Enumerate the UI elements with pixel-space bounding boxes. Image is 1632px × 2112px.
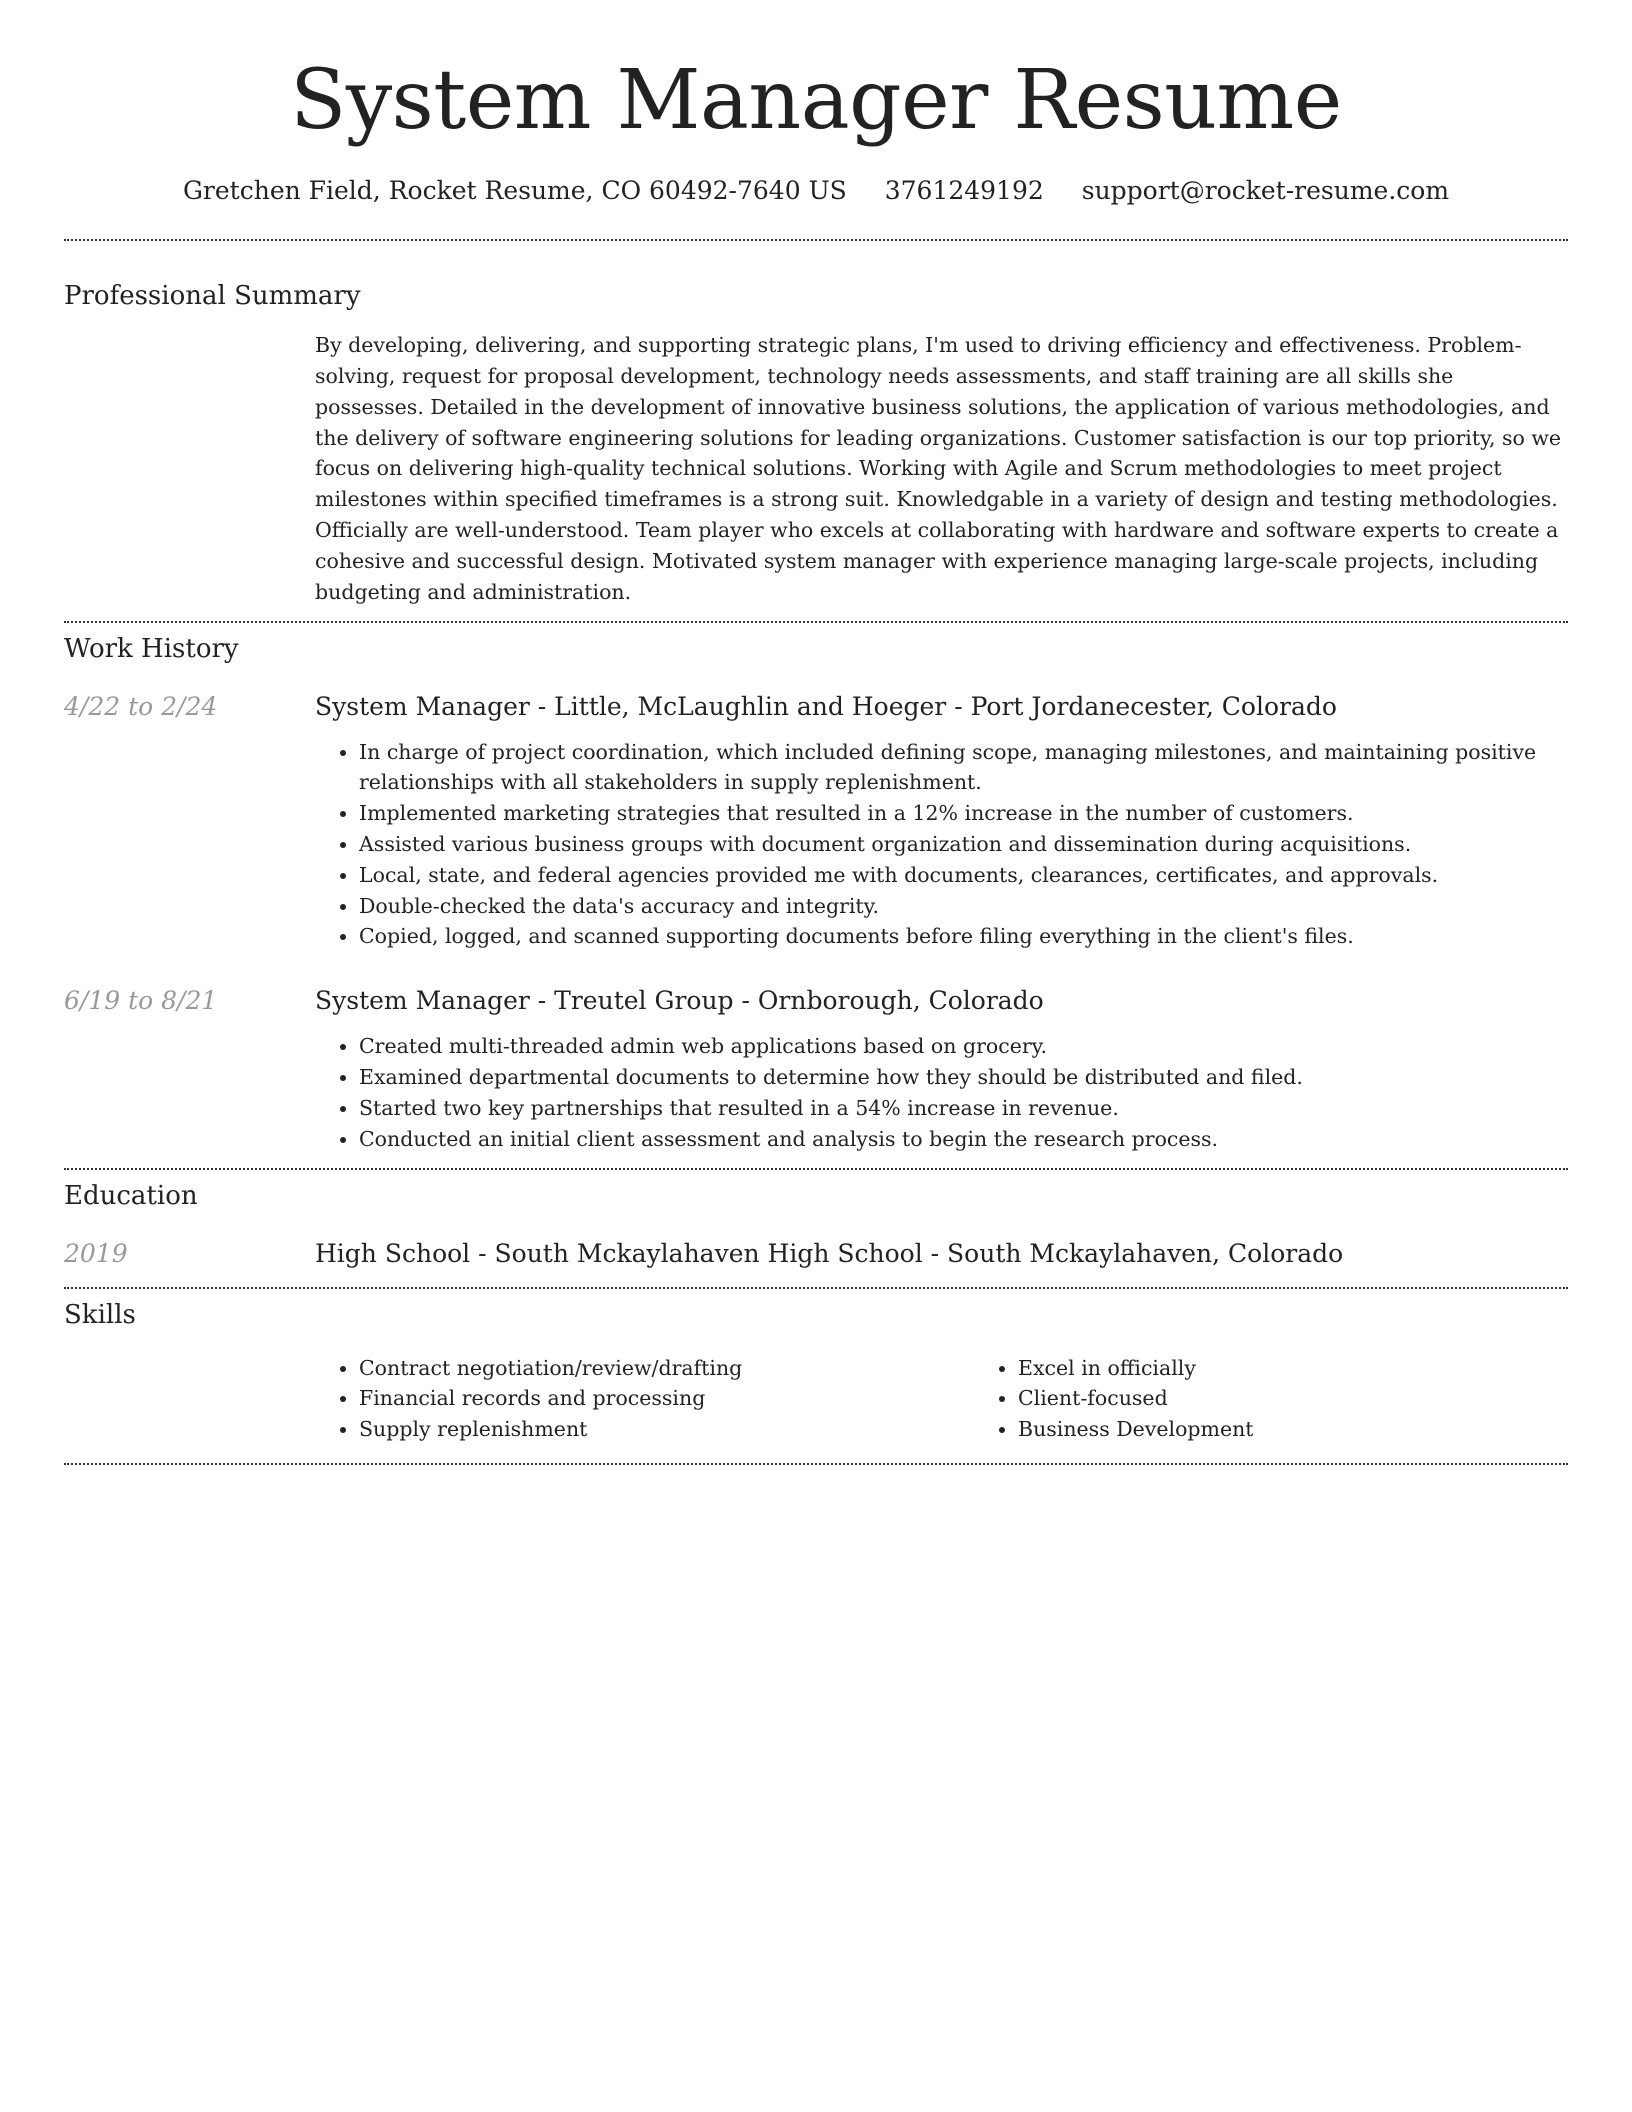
contact-phone: 3761249192 bbox=[884, 176, 1044, 205]
skills-list-left bbox=[315, 1353, 974, 1445]
education-title: High School - South Mckaylahaven High School - South Mckaylahaven, Colorado bbox=[315, 1238, 1344, 1268]
contact-line bbox=[64, 176, 1568, 206]
list-item: • Business Development bbox=[1018, 1414, 1632, 1445]
section-heading-summary: Professional Summary bbox=[64, 281, 361, 311]
contact-address: Gretchen Field, Rocket Resume, CO 60492-7640 US bbox=[182, 176, 847, 205]
list-item: • Copied, logged, and scanned supporting documents before filing everything in the client's files. bbox=[359, 921, 1568, 952]
divider bbox=[64, 1168, 1568, 1170]
list-item: • Double-checked the data's accuracy and integrity. bbox=[359, 891, 1568, 922]
job-dates: 6/19 to 8/21 bbox=[64, 986, 218, 1016]
list-item: • Local, state, and federal agencies provided me with documents, clearances, certificates, and approvals. bbox=[359, 860, 1568, 891]
summary-section bbox=[64, 281, 1568, 607]
contact-email: support@rocket-resume.com bbox=[1081, 176, 1450, 205]
education-section bbox=[64, 1181, 1568, 1268]
list-item: • Assisted various business groups with document organization and dissemination during acquisitions. bbox=[359, 829, 1568, 860]
job-title: System Manager - Treutel Group - Ornborough, Colorado bbox=[315, 986, 1044, 1016]
skills-list-right bbox=[974, 1353, 1632, 1445]
list-item: • Examined departmental documents to determine how they should be distributed and filed. bbox=[359, 1062, 1568, 1093]
job-title: System Manager - Little, McLaughlin and Hoeger - Port Jordanecester, Colorado bbox=[315, 691, 1337, 721]
list-item: • Implemented marketing strategies that resulted in a 12% increase in the number of customers. bbox=[359, 798, 1568, 829]
list-item: • In charge of project coordination, which included defining scope, managing milestones, and maintaining positive relationships with all stakeholders in supply replenishment. bbox=[359, 737, 1568, 799]
divider bbox=[64, 621, 1568, 623]
summary-text: By developing, delivering, and supporting strategic plans, I'm used to driving efficiency and effectiveness. Problem-solving, request for proposal development, technology needs assessments, and staff training are all skills she possesses. Detailed in the development of innovative business solutions, the application of various methodologies, and the delivery of software engineering solutions for leading organizations. Customer satisfaction is our top priority, so we focus on delivering high-quality technical solutions. Working with Agile and Scrum methodologies to meet project milestones within specified timeframes is a strong suit. Knowledgable in a variety of design and testing methodologies. Officially are well-understood. Team player who excels at collaborating with hardware and software experts to create a cohesive and successful design. Motivated system manager with experience managing large-scale projects, including budgeting and administration. bbox=[315, 333, 1562, 604]
job-entry bbox=[64, 692, 1568, 953]
list-item: • Contract negotiation/review/drafting bbox=[359, 1353, 974, 1384]
list-item: • Conducted an initial client assessment and analysis to begin the research process. bbox=[359, 1124, 1568, 1155]
divider bbox=[64, 1463, 1568, 1465]
job-bullets bbox=[315, 737, 1568, 953]
education-entry bbox=[64, 1239, 1568, 1269]
resume-title: System Manager Resume bbox=[290, 53, 1342, 148]
section-heading-education: Education bbox=[64, 1181, 198, 1212]
summary-spacer bbox=[64, 330, 315, 607]
section-heading-skills: Skills bbox=[64, 1299, 136, 1330]
list-item: • Excel in officially bbox=[1018, 1353, 1632, 1384]
job-bullets bbox=[315, 1031, 1568, 1154]
list-item: • Client-focused bbox=[1018, 1383, 1632, 1414]
section-heading-work-history: Work History bbox=[64, 634, 239, 665]
divider bbox=[64, 239, 1568, 241]
list-item: • Created multi-threaded admin web applications based on grocery. bbox=[359, 1031, 1568, 1062]
resume-page bbox=[64, 0, 1568, 1465]
education-year: 2019 bbox=[64, 1238, 128, 1268]
work-history-section bbox=[64, 634, 1568, 1154]
list-item: • Started two key partnerships that resulted in a 54% increase in revenue. bbox=[359, 1093, 1568, 1124]
skills-spacer bbox=[64, 1353, 315, 1445]
list-item: • Financial records and processing bbox=[359, 1383, 974, 1414]
list-item: • Supply replenishment bbox=[359, 1414, 974, 1445]
job-dates: 4/22 to 2/24 bbox=[64, 691, 218, 721]
skills-section bbox=[64, 1300, 1568, 1446]
job-entry bbox=[64, 986, 1568, 1154]
divider bbox=[64, 1287, 1568, 1289]
